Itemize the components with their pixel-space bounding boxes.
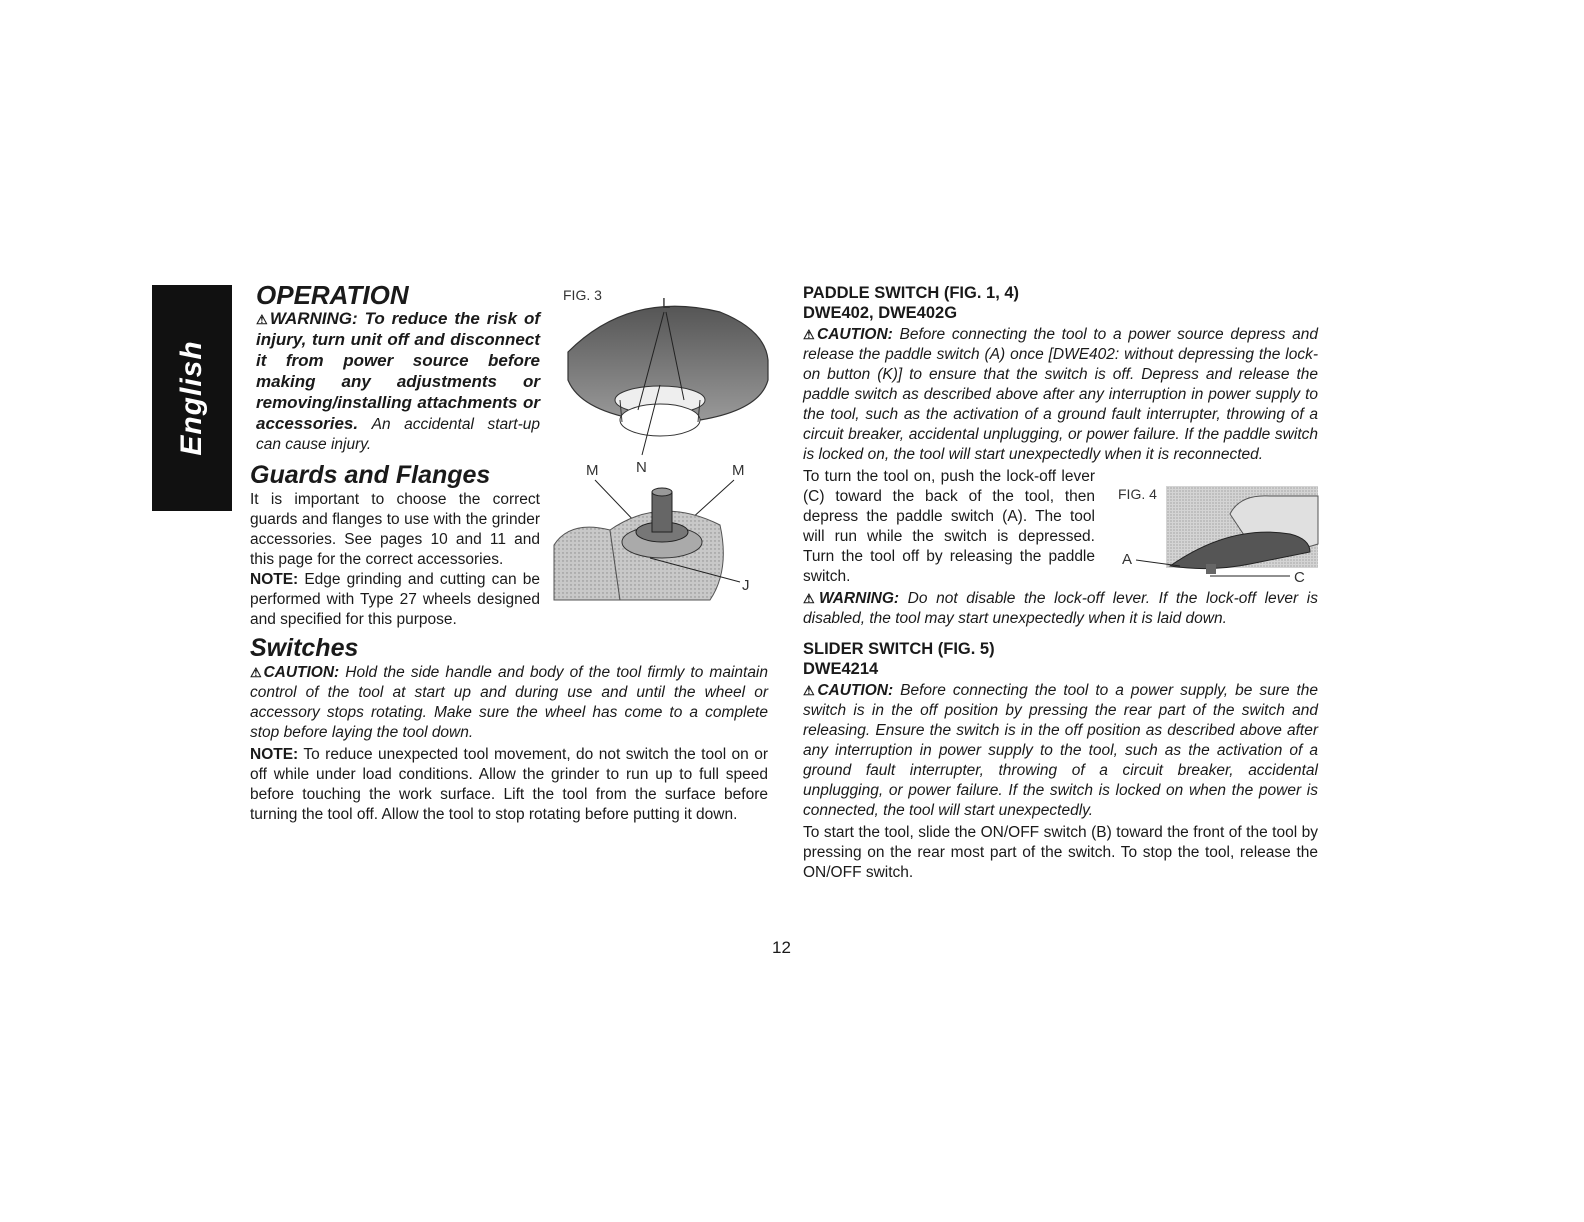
caution-label: CAUTION: [263, 664, 340, 681]
switches-caution-text: Hold the side handle and body of the tool firmly to maintain control of the tool at start up and during use and until the wheel or accessory stops rotating. Make sure the wheel has come to a complete stop before laying the tool down. [250, 664, 769, 741]
warning-icon: ⚠ [256, 312, 270, 327]
slider-caution-text: Before connecting the tool to a power supply, be sure the switch is in the off position by pressing the rear part of the switch and releasing. Ensure the switch is in the off position as described above after any interruption in power supply to the tool, such as the activation of a ground fault interrupter, throwing of a circuit breaker, accidental unplugging, or power failure. If the switch is locked on when the power is connected, the tool will start unexpectedly. [803, 682, 1319, 819]
slider-caution-label: CAUTION: [817, 682, 894, 699]
paddle-models: DWE402, DWE402G [803, 304, 958, 322]
slider-models: DWE4214 [803, 660, 879, 678]
language-tab [152, 285, 232, 511]
note-label: NOTE: [250, 571, 299, 588]
fig4-label-c: C [1294, 569, 1305, 586]
paddle-caution-icon: ⚠ [803, 327, 818, 342]
operation-title: OPERATION [256, 280, 409, 310]
paddle-body: To turn the tool on, push the lock-off lever (C) toward the back of the tool, then depress the paddle switch (A). The tool will run while the switch is depressed. Turn the tool off by releasing the paddle switch. [803, 468, 1095, 585]
fig4-lock-off-lever [1206, 564, 1216, 574]
fig3-label-l: L [662, 295, 671, 312]
warning-bold-text: To reduce the risk of injury, turn unit off and disconnect it from power source before making any adjustments or removing/installing attachments or accessories. [256, 309, 540, 433]
slider-caution-icon: ⚠ [803, 683, 818, 698]
warning-rest-text: An accidental start-up can cause injury. [256, 416, 540, 453]
fig3-title: FIG. 3 [563, 287, 602, 303]
paddle-warning-text: Do not disable the lock-off lever. If the lock-off lever is disabled, the tool may start unexpectedly when it is laid down. [803, 590, 1319, 627]
guards-note [250, 570, 540, 630]
paddle-warning-icon: ⚠ [803, 591, 819, 606]
slider-body: To start the tool, slide the ON/OFF switch (B) toward the front of the tool by pressing on the rear most part of the switch. To stop the tool, release the ON/OFF switch. [803, 824, 1318, 881]
warning-label: WARNING: [269, 309, 358, 328]
slider-caution [803, 681, 1318, 821]
fig3-label-m1: M [586, 462, 599, 479]
guard-shape [568, 306, 768, 436]
fig3-label-m2: M [732, 462, 745, 479]
paddle-caution [803, 325, 1318, 465]
leader-m2 [690, 480, 734, 520]
paddle-caution-label: CAUTION: [817, 326, 893, 343]
guards-body: It is important to choose the correct guards and flanges to use with the grinder accessories. See pages 10 and 11 and this page for the correct accessories. [250, 491, 540, 568]
paddle-caution-text: Before connecting the tool to a power source depress and release the paddle switch (A) once [DWE402: without depressing the lock-on button (K)] to ensure that the switch is off. Depress and release the paddle switch as described above after any interruption in power supply to the tool, such as the activation of a ground fault interrupter, throwing of a circuit breaker, accidental unplugging, or power failure. If the paddle switch is locked on, the tool will start unexpectedly when it is reconnected. [803, 326, 1318, 463]
fig4-title: FIG. 4 [1118, 486, 1157, 502]
switches-caution [250, 663, 768, 743]
slider-heading: SLIDER SWITCH (FIG. 5) [803, 640, 995, 658]
operation-warning [256, 309, 540, 455]
spindle-assembly [554, 488, 723, 600]
switches-title: Switches [250, 634, 359, 662]
switches-section [250, 634, 768, 825]
switches-note-text: To reduce unexpected tool movement, do not switch the tool on or off while under load conditions. Allow the grinder to run up to full speed before touching the work surface. Lift the tool from the surface before turning the tool off. Allow the tool to stop rotating before putting it down. [250, 746, 769, 823]
fig4-label-a: A [1122, 551, 1133, 568]
operation-section [250, 280, 540, 630]
paddle-warning-label: WARNING: [818, 590, 900, 607]
paddle-warning [803, 589, 1318, 629]
paddle-heading: PADDLE SWITCH (FIG. 1, 4) [803, 284, 1020, 302]
page-number: 12 [772, 938, 791, 957]
language-tab-label: English [175, 340, 208, 456]
caution-icon: ⚠ [250, 665, 264, 680]
fig3-label-n: N [636, 459, 647, 476]
guards-note-text: Edge grinding and cutting can be performed with Type 27 wheels designed and specified for this purpose. [250, 571, 540, 628]
switches-note [250, 745, 768, 825]
switches-note-label: NOTE: [250, 746, 299, 763]
fig3-illustration [550, 280, 770, 610]
fig3-label-j: J [742, 577, 750, 594]
guards-title: Guards and Flanges [250, 461, 491, 489]
